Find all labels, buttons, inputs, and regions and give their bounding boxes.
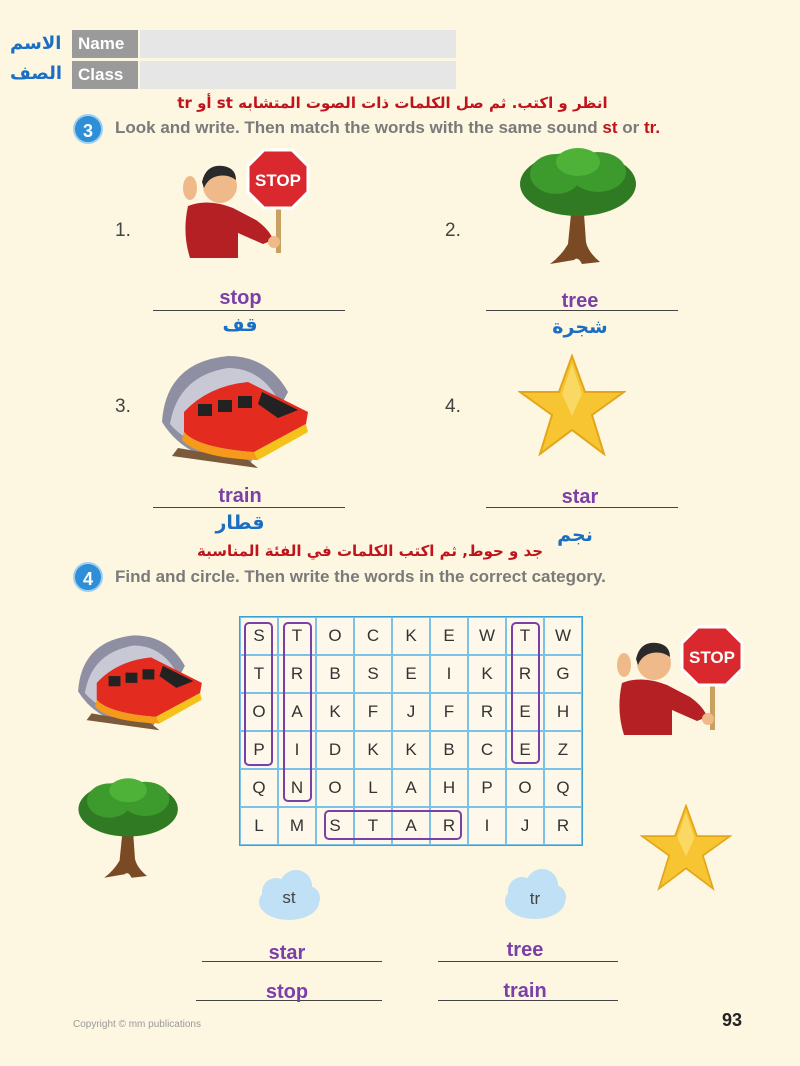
grid-cell[interactable]: C (354, 617, 392, 655)
grid-cell[interactable]: T (278, 617, 316, 655)
grid-cell[interactable]: O (316, 617, 354, 655)
grid-cell[interactable]: K (392, 617, 430, 655)
grid-cell[interactable]: B (430, 731, 468, 769)
circle-stop (244, 622, 273, 766)
item3-answer-ar: قطار (215, 512, 265, 534)
item4-number: 4. (445, 396, 461, 417)
grid-cell[interactable]: R (544, 807, 582, 845)
task3-or: or (617, 118, 644, 137)
grid-cell[interactable]: O (316, 769, 354, 807)
grid-cell[interactable]: K (468, 655, 506, 693)
grid-cell[interactable]: E (392, 655, 430, 693)
grid-cell[interactable]: R (506, 655, 544, 693)
item1-answer[interactable]: stop (219, 287, 262, 309)
train-image (158, 352, 318, 470)
grid-cell[interactable]: T (506, 617, 544, 655)
grid-cell[interactable]: B (316, 655, 354, 693)
grid-cell[interactable]: P (468, 769, 506, 807)
name-label: Name (72, 30, 138, 58)
grid-cell[interactable]: N (278, 769, 316, 807)
grid-cell[interactable]: L (354, 769, 392, 807)
grid-cell[interactable]: M (278, 807, 316, 845)
task3-tr: tr (643, 118, 656, 137)
grid-cell[interactable]: K (316, 693, 354, 731)
item1-answer-ar: قف (222, 314, 258, 336)
grid-cell[interactable]: L (240, 807, 278, 845)
circle-star (324, 810, 462, 840)
grid-cell[interactable]: W (544, 617, 582, 655)
grid-cell[interactable]: G (544, 655, 582, 693)
boy-stop-sign-image-small (612, 625, 747, 740)
page-number: 93 (722, 1010, 743, 1030)
grid-cell[interactable]: T (240, 655, 278, 693)
task4-instruction: Find and circle. Then write the words in the correct category. (115, 567, 606, 586)
star-image-small (640, 804, 732, 892)
class-label: Class (72, 61, 138, 89)
class-label-ar: الصف (10, 63, 63, 84)
grid-cell[interactable]: Z (544, 731, 582, 769)
copyright-text: Copyright © mm publications (73, 1019, 201, 1030)
grid-cell[interactable]: H (430, 769, 468, 807)
item2-number: 2. (445, 220, 461, 241)
grid-cell[interactable]: S (354, 655, 392, 693)
grid-cell[interactable]: O (506, 769, 544, 807)
grid-cell[interactable]: A (278, 693, 316, 731)
task3-st: st (602, 118, 618, 137)
grid-cell[interactable]: A (392, 807, 430, 845)
grid-cell[interactable]: Q (240, 769, 278, 807)
grid-cell[interactable]: S (316, 807, 354, 845)
item4-answer[interactable]: star (561, 486, 599, 508)
grid-cell[interactable]: C (468, 731, 506, 769)
grid-cell[interactable]: K (392, 731, 430, 769)
item4-answer-ar: نجم (557, 524, 593, 546)
star-image (518, 354, 626, 458)
tree-image (516, 144, 642, 268)
grid-cell[interactable]: E (506, 731, 544, 769)
grid-cell[interactable]: K (354, 731, 392, 769)
grid-cell[interactable]: E (506, 693, 544, 731)
grid-cell[interactable]: E (430, 617, 468, 655)
grid-cell[interactable]: S (240, 617, 278, 655)
grid-cell[interactable]: J (506, 807, 544, 845)
tree-image-small (75, 772, 183, 884)
item2-answer[interactable]: tree (561, 290, 599, 312)
task3-period: . (655, 118, 661, 137)
grid-cell[interactable]: R (430, 807, 468, 845)
grid-cell[interactable]: J (392, 693, 430, 731)
grid-cell[interactable]: I (278, 731, 316, 769)
task4-number-badge: 4 (73, 562, 103, 592)
category-label-st: st (282, 888, 296, 907)
item2-answer-ar: شجرة (552, 316, 608, 338)
grid-cell[interactable]: I (430, 655, 468, 693)
item3-answer[interactable]: train (218, 485, 262, 507)
grid-cell[interactable]: H (544, 693, 582, 731)
grid-cell[interactable]: I (468, 807, 506, 845)
tr-answer-1[interactable]: tree (506, 939, 544, 961)
task3-instruction-text: Look and write. Then match the words with the same sound (115, 118, 603, 137)
grid-cell[interactable]: A (392, 769, 430, 807)
item1-answer-line (153, 310, 345, 311)
task4-instruction-ar: جد و حوط, ثم اكتب الكلمات في الفئة المناسبة (196, 542, 544, 560)
stop-sign-text-small: STOP (689, 648, 735, 667)
stop-sign-text: STOP (255, 171, 301, 190)
item3-number: 3. (115, 396, 131, 417)
grid-cell[interactable]: R (468, 693, 506, 731)
grid-cell[interactable]: F (354, 693, 392, 731)
grid-cell[interactable]: D (316, 731, 354, 769)
train-image-small (70, 632, 215, 732)
grid-cell[interactable]: T (354, 807, 392, 845)
task3-number-badge: 3 (73, 114, 103, 144)
task3-instruction-ar: انظر و اكتب. ثم صل الكلمات ذات الصوت المتشابه st أو tr (177, 94, 608, 112)
item1-number: 1. (115, 220, 131, 241)
grid-cell[interactable]: W (468, 617, 506, 655)
grid-cell[interactable]: R (278, 655, 316, 693)
st-answer-2[interactable]: stop (265, 981, 309, 1003)
boy-stop-sign-image (178, 148, 313, 263)
tr-answer-2[interactable]: train (503, 980, 547, 1002)
st-answer-1[interactable]: star (268, 942, 306, 964)
circle-tree (511, 622, 540, 764)
category-label-tr: tr (529, 889, 541, 908)
grid-cell[interactable]: F (430, 693, 468, 731)
grid-cell[interactable]: Q (544, 769, 582, 807)
name-field[interactable] (140, 30, 456, 58)
grid-cell[interactable]: O (240, 693, 278, 731)
grid-cell[interactable]: P (240, 731, 278, 769)
name-label-ar: الاسم (10, 33, 62, 54)
class-field[interactable] (140, 61, 456, 89)
task3-instruction (115, 118, 660, 138)
circle-train (283, 622, 312, 802)
